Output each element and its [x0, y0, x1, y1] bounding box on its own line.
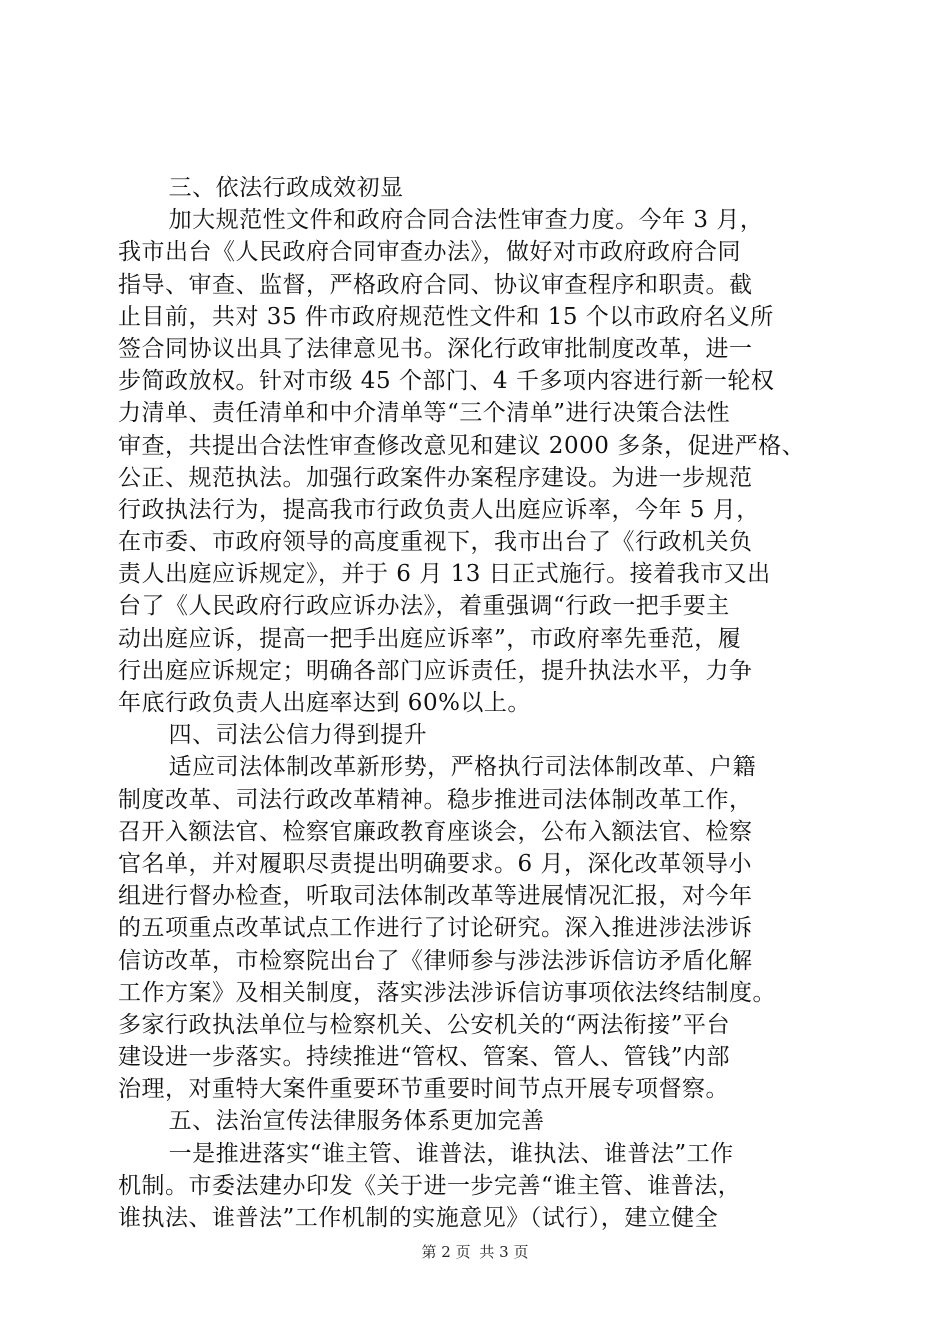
text-line: 责人出庭应诉规定》，并于 6 月 13 日正式施行。接着我市又出 [118, 561, 771, 588]
text-line: 指导、审查、监督，严格政府合同、协议审查程序和职责。截 [118, 271, 753, 298]
text-line: 信访改革，市检察院出台了《律师参与涉法涉诉信访矛盾化解 [118, 947, 753, 974]
text-line: 三、依法行政成效初显 [168, 175, 404, 201]
text-line: 加大规范性文件和政府合同合法性审查力度。今年 3 月， [168, 207, 764, 234]
text-line: 五、法治宣传法律服务体系更加完善 [168, 1108, 545, 1135]
text-line: 动出庭应诉，提高一把手出庭应诉率”，市政府率先垂范，履 [118, 625, 742, 652]
text-line: 制度改革、司法行政改革精神。稳步推进司法体制改革工作， [118, 786, 753, 813]
text-line: 的五项重点改革试点工作进行了讨论研究。深入推进涉法涉诉 [118, 915, 753, 942]
text-line: 建设进一步落实。持续推进“管权、管案、管人、管钱”内部 [118, 1044, 731, 1071]
text-line: 止目前，共对 35 件市政府规范性文件和 15 个以市政府名义所 [118, 303, 774, 330]
text-line: 台了《人民政府行政应诉办法》，着重强调“行政一把手要主 [118, 593, 730, 620]
text-line: 官名单，并对履职尽责提出明确要求。6 月，深化改革领导小 [118, 850, 752, 877]
text-line: 一是推进落实“谁主管、谁普法，谁执法、谁普法”工作 [168, 1140, 734, 1167]
text-line: 签合同协议出具了法律意见书。深化行政审批制度改革，进一 [118, 335, 753, 362]
text-line: 行出庭应诉规定；明确各部门应诉责任，提升执法水平，力争 [118, 657, 753, 684]
text-line: 力清单、责任清单和中介清单等“三个清单”进行决策合法性 [118, 400, 731, 427]
text-line: 多家行政执法单位与检察机关、公安机关的“两法衔接”平台 [118, 1011, 731, 1038]
text-line: 治理，对重特大案件重要环节重要时间节点开展专项督察。 [118, 1076, 729, 1103]
text-line: 四、司法公信力得到提升 [168, 722, 428, 749]
text-line: 在市委、市政府领导的高度重视下，我市出台了《行政机关负 [118, 529, 753, 556]
page-footer [0, 1242, 950, 1262]
text-line: 审查，共提出合法性审查修改意见和建议 2000 多条，促进严格、 [118, 432, 806, 459]
text-line: 机制。市委法建办印发《关于进一步完善“谁主管、谁普法， [118, 1172, 742, 1199]
text-line: 召开入额法官、检察官廉政教育座谈会，公布入额法官、检察 [118, 818, 753, 845]
page-number: 第 2 页 [421, 1243, 471, 1261]
text-line: 我市出台《人民政府合同审查办法》，做好对市政府政府合同 [118, 239, 741, 266]
text-line: 公正、规范执法。加强行政案件办案程序建设。为进一步规范 [118, 464, 753, 491]
text-line: 行政执法行为，提高我市行政负责人出庭应诉率，今年 5 月， [118, 496, 760, 523]
text-line: 组进行督办检查，听取司法体制改革等进展情况汇报，对今年 [118, 883, 753, 910]
text-line: 谁执法、谁普法”工作机制的实施意见》（试行），建立健全 [118, 1205, 719, 1231]
text-line: 工作方案》及相关制度，落实涉法涉诉信访事项依法终结制度。 [118, 979, 776, 1006]
document-body [118, 172, 838, 1234]
page-total: 共 3 页 [479, 1243, 529, 1261]
text-line: 年底行政负责人出庭率达到 60%以上。 [118, 690, 531, 716]
text-line: 适应司法体制改革新形势，严格执行司法体制改革、户籍 [168, 754, 757, 781]
text-line: 步简政放权。针对市级 45 个部门、4 千多项内容进行新一轮权 [118, 368, 775, 395]
